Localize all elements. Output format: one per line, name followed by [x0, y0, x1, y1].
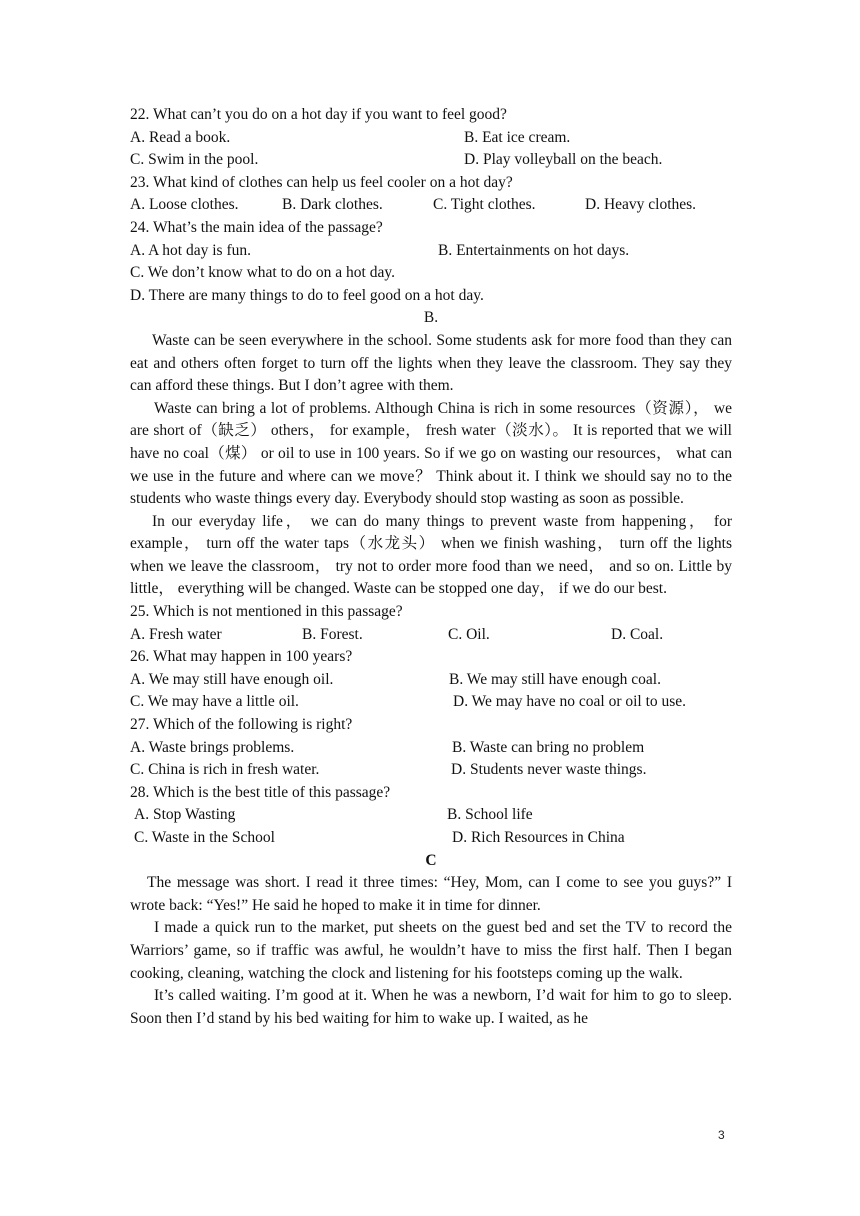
q26-option-a: A. We may still have enough oil. [130, 670, 334, 688]
section-b-heading: B. [423, 309, 439, 327]
q27-option-d: D. Students never waste things. [451, 761, 647, 779]
q24-question: 24. What’s the main idea of the passage? [130, 218, 383, 236]
q22-question: 22. What can’t you do on a hot day if you want to feel good? [130, 106, 507, 123]
q22-option-b: B. Eat ice cream. [464, 128, 571, 146]
q25-option-a: A. Fresh water [130, 625, 222, 643]
section-c-paragraph-1: The message was short. I read it three times: “Hey, Mom, can I come to see you guys?” I wrote back: “Yes!” He said he hoped to make it in time for dinner. [130, 874, 732, 914]
q27-question: 27. Which of the following is right? [130, 716, 353, 734]
exam-page [130, 104, 732, 1030]
q22-options-row1 [130, 127, 732, 150]
q28-options-row2 [130, 827, 732, 850]
section-b-paragraph-2: Waste can bring a lot of problems. Although China is rich in some resources（资源）， we are short of（缺乏） others， for example， fresh water（淡水）。 It is reported that we will have no coal（煤） or oil to use in 100 years. So if we go on wasting our resources， what can we use in the future and where can we move？ Think about it. I think we should say no to the students who waste things every day. Everybody should stop wasting as soon as possible. [130, 399, 732, 508]
section-c-paragraph-3: It’s called waiting. I’m good at it. When he was a newborn, I’d wait for him to go to sleep. Soon then I’d stand by his bed waiting for him to wake up. I waited, as he [130, 987, 732, 1027]
q25-question: 25. Which is not mentioned in this passage? [130, 603, 403, 621]
q28-question: 28. Which is the best title of this passage? [130, 783, 391, 801]
q24-option-c: C. We don’t know what to do on a hot day. [130, 264, 395, 282]
q24-option-a: A. A hot day is fun. [130, 241, 251, 259]
q23-option-b: B. Dark clothes. [282, 196, 383, 214]
q22-options-row2 [130, 149, 732, 172]
q26-options-row2 [130, 691, 732, 714]
q23-question: 23. What kind of clothes can help us feel cooler on a hot day? [130, 173, 513, 191]
q28-option-a: A. Stop Wasting [134, 806, 236, 824]
q26-option-d: D. We may have no coal or oil to use. [453, 693, 687, 711]
q25-option-d: D. Coal. [611, 625, 664, 643]
q28-option-c: C. Waste in the School [134, 829, 275, 846]
q22-option-c: C. Swim in the pool. [130, 151, 259, 169]
q25-option-c: C. Oil. [448, 625, 490, 643]
q24-options-row1 [130, 240, 732, 263]
q24-option-b: B. Entertainments on hot days. [438, 241, 630, 259]
q27-options-row1 [130, 737, 732, 760]
q26-option-c: C. We may have a little oil. [130, 693, 299, 711]
q27-option-b: B. Waste can bring no problem [452, 738, 645, 756]
q24-option-d: D. There are many things to do to feel good on a hot day. [130, 286, 484, 304]
q23-option-a: A. Loose clothes. [130, 196, 239, 214]
q27-option-a: A. Waste brings problems. [130, 738, 295, 756]
q28-option-d: D. Rich Resources in China [452, 829, 625, 846]
section-b-paragraph-3: In our everyday life， we can do many things to prevent waste from happening， for example， turn off the water taps（水龙头） when we finish washing， turn off the lights when we leave the classroom， try not to order more food than we need， and so on. Little by little， everything will be changed. Waste can be stopped one day， if we do our best. [130, 512, 732, 598]
q22-option-a: A. Read a book. [130, 128, 231, 146]
q27-options-row2 [130, 759, 732, 782]
section-b-paragraph-1: Waste can be seen everywhere in the school. Some students ask for more food than they can eat and others often forget to turn off the lights when they leave the classroom. They say they can afford these things. But I don’t agree with them. [130, 331, 732, 395]
section-c-paragraph-2: I made a quick run to the market, put sheets on the guest bed and set the TV to record the Warriors’ game, so if traffic was awful, he wouldn’t have to miss the first half. Then I began cooking, cleaning, watching the clock and listening for his footsteps coming up the walk. [130, 919, 732, 982]
q26-option-b: B. We may still have enough coal. [449, 670, 661, 688]
q23-options [130, 194, 732, 217]
q27-option-c: C. China is rich in fresh water. [130, 761, 320, 779]
q26-question: 26. What may happen in 100 years? [130, 648, 353, 666]
q28-options-row1 [130, 804, 732, 827]
q25-options [130, 624, 732, 647]
q25-option-b: B. Forest. [302, 625, 363, 643]
q28-option-b: B. School life [447, 806, 533, 824]
q22-option-d: D. Play volleyball on the beach. [464, 151, 663, 169]
q23-option-d: D. Heavy clothes. [585, 196, 697, 214]
q23-option-c: C. Tight clothes. [433, 196, 536, 214]
page-number: 3 [718, 1128, 725, 1142]
q26-options-row1 [130, 669, 732, 692]
section-c-heading: C [425, 851, 437, 869]
